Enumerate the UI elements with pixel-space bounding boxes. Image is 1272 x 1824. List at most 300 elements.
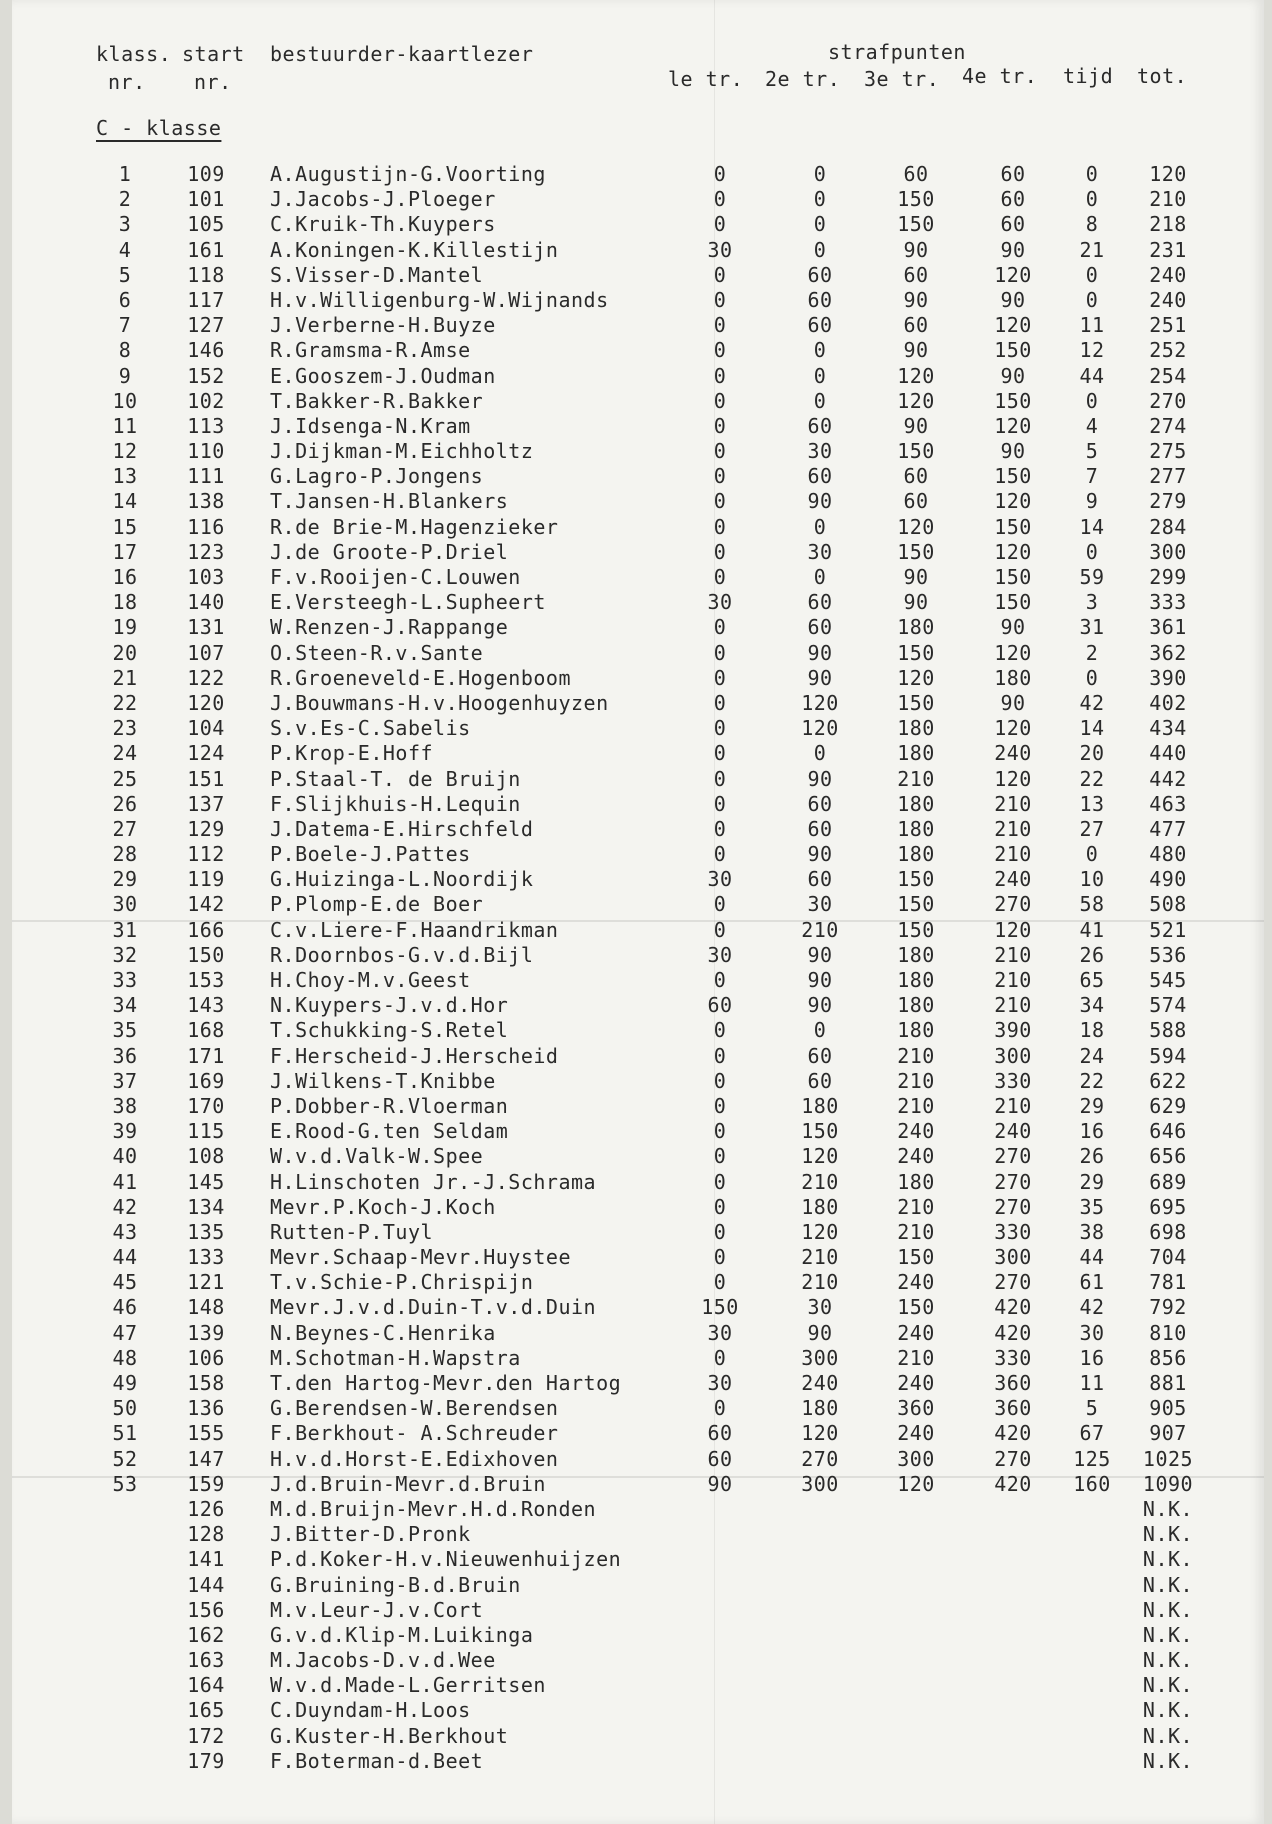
- crew-name-cell: P.Boele-J.Pattes: [270, 842, 471, 867]
- stage-3-penalty-cell: 120: [897, 1471, 935, 1496]
- stage-4-penalty-cell: 120: [994, 716, 1032, 741]
- crew-name-cell: F.Slijkhuis-H.Lequin: [270, 791, 521, 816]
- total-penalty-cell: 689: [1149, 1169, 1187, 1194]
- stage-2-penalty-cell: 60: [807, 413, 833, 438]
- stage-3-penalty-cell: 60: [903, 313, 929, 338]
- table-row: [12, 1724, 1264, 1749]
- stage-2-penalty-cell: 90: [807, 993, 833, 1018]
- crew-name-cell: S.v.Es-C.Sabelis: [270, 716, 471, 741]
- stage-3-penalty-cell: 150: [897, 640, 935, 665]
- stage-2-penalty-cell: 60: [807, 262, 833, 287]
- stage-3-penalty-cell: 90: [903, 237, 929, 262]
- start-number-cell: 145: [187, 1169, 225, 1194]
- table-row: [12, 1547, 1264, 1572]
- total-penalty-cell: N.K.: [1142, 1698, 1194, 1723]
- stage-4-penalty-cell: 180: [994, 665, 1032, 690]
- table-row: [12, 187, 1264, 212]
- stage-4-penalty-cell: 210: [994, 1093, 1032, 1118]
- stage-1-penalty-cell: 0: [713, 313, 727, 338]
- stage-1-penalty-cell: 150: [701, 1295, 739, 1320]
- stage-1-penalty-cell: 0: [713, 489, 727, 514]
- stage-3-penalty-cell: 60: [903, 464, 929, 489]
- start-number-cell: 116: [187, 514, 225, 539]
- stage-2-penalty-cell: 0: [813, 237, 827, 262]
- start-number-cell: 103: [187, 565, 225, 589]
- stage-2-penalty-cell: 0: [813, 1018, 827, 1043]
- crew-name-cell: Mevr.J.v.d.Duin-T.v.d.Duin: [270, 1295, 597, 1320]
- time-penalty-cell: 13: [1079, 791, 1105, 816]
- stage-4-penalty-cell: 270: [994, 1194, 1032, 1219]
- results-table: [12, 162, 1264, 1774]
- stage-4-penalty-cell: 420: [994, 1320, 1032, 1345]
- stage-3-penalty-cell: 210: [897, 766, 935, 791]
- stage-1-penalty-cell: 0: [713, 1194, 727, 1219]
- stage-4-penalty-cell: 360: [994, 1396, 1032, 1421]
- start-number-cell: 110: [187, 439, 225, 464]
- stage-3-penalty-cell: 180: [897, 942, 935, 967]
- total-penalty-cell: 252: [1149, 338, 1187, 363]
- time-penalty-cell: 4: [1085, 413, 1099, 438]
- start-number-cell: 109: [187, 162, 225, 186]
- crew-name-cell: A.Koningen-K.Killestijn: [270, 237, 559, 262]
- stage-2-penalty-cell: 0: [813, 212, 827, 237]
- start-number-cell: 106: [187, 1345, 225, 1370]
- table-row: [12, 943, 1264, 968]
- crew-name-cell: C.Kruik-Th.Kuypers: [270, 212, 496, 237]
- total-penalty-cell: 402: [1149, 690, 1187, 715]
- stage-4-penalty-cell: 90: [1000, 690, 1026, 715]
- crew-name-cell: R.Doornbos-G.v.d.Bijl: [270, 942, 534, 967]
- header-start-nr: nr.: [194, 70, 232, 94]
- start-number-cell: 118: [187, 262, 225, 287]
- crew-name-cell: F.v.Rooijen-C.Louwen: [270, 565, 521, 589]
- total-penalty-cell: 279: [1149, 489, 1187, 514]
- rank-cell: 1: [118, 162, 132, 186]
- total-penalty-cell: 695: [1149, 1194, 1187, 1219]
- total-penalty-cell: 362: [1149, 640, 1187, 665]
- rank-cell: 22: [112, 690, 138, 715]
- time-penalty-cell: 0: [1085, 262, 1099, 287]
- crew-name-cell: F.Boterman-d.Beet: [270, 1748, 484, 1773]
- stage-1-penalty-cell: 0: [713, 1018, 727, 1043]
- time-penalty-cell: 8: [1085, 212, 1099, 237]
- table-row: [12, 1698, 1264, 1723]
- stage-3-penalty-cell: 210: [897, 1345, 935, 1370]
- stage-4-penalty-cell: 420: [994, 1421, 1032, 1446]
- total-penalty-cell: 1090: [1142, 1471, 1194, 1496]
- start-number-cell: 161: [187, 237, 225, 262]
- start-number-cell: 131: [187, 615, 225, 640]
- total-penalty-cell: N.K.: [1142, 1547, 1194, 1572]
- header-klass-nr: nr.: [108, 70, 146, 94]
- start-number-cell: 135: [187, 1219, 225, 1244]
- table-row: [12, 1220, 1264, 1245]
- total-penalty-cell: 545: [1149, 968, 1187, 992]
- stage-3-penalty-cell: 150: [897, 1245, 935, 1270]
- start-number-cell: 138: [187, 489, 225, 514]
- crew-name-cell: R.de Brie-M.Hagenzieker: [270, 514, 559, 539]
- stage-4-penalty-cell: 210: [994, 942, 1032, 967]
- crew-name-cell: P.Plomp-E.de Boer: [270, 892, 484, 917]
- rank-cell: 28: [112, 842, 138, 867]
- time-penalty-cell: 42: [1079, 690, 1105, 715]
- start-number-cell: 120: [187, 690, 225, 715]
- table-row: [12, 414, 1264, 439]
- total-penalty-cell: 881: [1149, 1371, 1187, 1395]
- table-row: [12, 741, 1264, 766]
- rank-cell: 9: [118, 363, 132, 388]
- stage-3-penalty-cell: 240: [897, 1270, 935, 1295]
- start-number-cell: 108: [187, 1144, 225, 1169]
- stage-2-penalty-cell: 60: [807, 464, 833, 489]
- header-driver-navigator: bestuurder-kaartlezer: [270, 42, 534, 66]
- stage-1-penalty-cell: 0: [713, 1396, 727, 1421]
- stage-2-penalty-cell: 210: [801, 1270, 839, 1295]
- stage-2-penalty-cell: 210: [801, 1245, 839, 1270]
- total-penalty-cell: 704: [1149, 1245, 1187, 1270]
- stage-3-penalty-cell: 180: [897, 615, 935, 640]
- crew-name-cell: H.Choy-M.v.Geest: [270, 968, 471, 992]
- total-penalty-cell: N.K.: [1142, 1572, 1194, 1597]
- total-penalty-cell: 810: [1149, 1320, 1187, 1345]
- stage-4-penalty-cell: 150: [994, 388, 1032, 413]
- start-number-cell: 136: [187, 1396, 225, 1421]
- stage-2-penalty-cell: 60: [807, 1043, 833, 1068]
- start-number-cell: 101: [187, 187, 225, 212]
- stage-4-penalty-cell: 150: [994, 590, 1032, 615]
- stage-4-penalty-cell: 420: [994, 1471, 1032, 1496]
- stage-2-penalty-cell: 180: [801, 1093, 839, 1118]
- stage-3-penalty-cell: 150: [897, 439, 935, 464]
- stage-1-penalty-cell: 0: [713, 162, 727, 186]
- time-penalty-cell: 59: [1079, 565, 1105, 589]
- stage-2-penalty-cell: 90: [807, 766, 833, 791]
- start-number-cell: 163: [187, 1648, 225, 1673]
- total-penalty-cell: 629: [1149, 1093, 1187, 1118]
- time-penalty-cell: 0: [1085, 187, 1099, 212]
- stage-1-penalty-cell: 60: [707, 993, 733, 1018]
- crew-name-cell: O.Steen-R.v.Sante: [270, 640, 484, 665]
- table-row: [12, 767, 1264, 792]
- stage-1-penalty-cell: 0: [713, 1245, 727, 1270]
- stage-2-penalty-cell: 120: [801, 1219, 839, 1244]
- rank-cell: 40: [112, 1144, 138, 1169]
- rank-cell: 45: [112, 1270, 138, 1295]
- crew-name-cell: H.v.d.Horst-E.Edixhoven: [270, 1446, 559, 1471]
- header-stage-3: 3e tr.: [864, 67, 940, 91]
- start-number-cell: 141: [187, 1547, 225, 1572]
- crew-name-cell: T.Schukking-S.Retel: [270, 1018, 509, 1043]
- stage-4-penalty-cell: 270: [994, 1144, 1032, 1169]
- stage-3-penalty-cell: 150: [897, 690, 935, 715]
- stage-3-penalty-cell: 150: [897, 1295, 935, 1320]
- stage-1-penalty-cell: 0: [713, 439, 727, 464]
- rank-cell: 33: [112, 968, 138, 992]
- table-row: [12, 263, 1264, 288]
- time-penalty-cell: 160: [1073, 1471, 1111, 1496]
- time-penalty-cell: 11: [1079, 1371, 1105, 1395]
- rank-cell: 13: [112, 464, 138, 489]
- stage-3-penalty-cell: 180: [897, 993, 935, 1018]
- stage-3-penalty-cell: 210: [897, 1219, 935, 1244]
- crew-name-cell: R.Gramsma-R.Amse: [270, 338, 471, 363]
- table-row: [12, 1119, 1264, 1144]
- time-penalty-cell: 9: [1085, 489, 1099, 514]
- total-penalty-cell: 240: [1149, 287, 1187, 312]
- stage-1-penalty-cell: 0: [713, 413, 727, 438]
- rank-cell: 5: [118, 262, 132, 287]
- rank-cell: 53: [112, 1471, 138, 1496]
- start-number-cell: 152: [187, 363, 225, 388]
- time-penalty-cell: 5: [1085, 439, 1099, 464]
- stage-4-penalty-cell: 270: [994, 892, 1032, 917]
- stage-4-penalty-cell: 210: [994, 968, 1032, 992]
- start-number-cell: 142: [187, 892, 225, 917]
- time-penalty-cell: 42: [1079, 1295, 1105, 1320]
- stage-3-penalty-cell: 300: [897, 1446, 935, 1471]
- rank-cell: 29: [112, 867, 138, 892]
- stage-4-penalty-cell: 90: [1000, 615, 1026, 640]
- start-number-cell: 137: [187, 791, 225, 816]
- stage-1-penalty-cell: 0: [713, 791, 727, 816]
- time-penalty-cell: 18: [1079, 1018, 1105, 1043]
- time-penalty-cell: 22: [1079, 1068, 1105, 1093]
- stage-4-penalty-cell: 60: [1000, 212, 1026, 237]
- time-penalty-cell: 0: [1085, 665, 1099, 690]
- stage-1-penalty-cell: 0: [713, 187, 727, 212]
- start-number-cell: 171: [187, 1043, 225, 1068]
- stage-4-penalty-cell: 90: [1000, 287, 1026, 312]
- time-penalty-cell: 20: [1079, 741, 1105, 766]
- stage-3-penalty-cell: 210: [897, 1194, 935, 1219]
- stage-3-penalty-cell: 90: [903, 590, 929, 615]
- stage-1-penalty-cell: 0: [713, 1169, 727, 1194]
- stage-3-penalty-cell: 180: [897, 741, 935, 766]
- crew-name-cell: W.Renzen-J.Rappange: [270, 615, 509, 640]
- crew-name-cell: G.Bruining-B.d.Bruin: [270, 1572, 521, 1597]
- time-penalty-cell: 58: [1079, 892, 1105, 917]
- total-penalty-cell: 251: [1149, 313, 1187, 338]
- stage-1-penalty-cell: 0: [713, 716, 727, 741]
- total-penalty-cell: 361: [1149, 615, 1187, 640]
- crew-name-cell: J.Jacobs-J.Ploeger: [270, 187, 496, 212]
- stage-4-penalty-cell: 330: [994, 1068, 1032, 1093]
- total-penalty-cell: 390: [1149, 665, 1187, 690]
- crew-name-cell: M.v.Leur-J.v.Cort: [270, 1597, 484, 1622]
- crew-name-cell: T.v.Schie-P.Chrispijn: [270, 1270, 534, 1295]
- stage-4-penalty-cell: 270: [994, 1169, 1032, 1194]
- stage-2-penalty-cell: 0: [813, 363, 827, 388]
- table-row: [12, 565, 1264, 590]
- time-penalty-cell: 67: [1079, 1421, 1105, 1446]
- stage-4-penalty-cell: 210: [994, 791, 1032, 816]
- time-penalty-cell: 11: [1079, 313, 1105, 338]
- start-number-cell: 153: [187, 968, 225, 992]
- stage-2-penalty-cell: 90: [807, 640, 833, 665]
- stage-1-penalty-cell: 0: [713, 842, 727, 867]
- time-penalty-cell: 0: [1085, 539, 1099, 564]
- table-row: [12, 1321, 1264, 1346]
- total-penalty-cell: 856: [1149, 1345, 1187, 1370]
- start-number-cell: 123: [187, 539, 225, 564]
- start-number-cell: 121: [187, 1270, 225, 1295]
- table-row: [12, 1396, 1264, 1421]
- stage-2-penalty-cell: 60: [807, 313, 833, 338]
- stage-1-penalty-cell: 30: [707, 1371, 733, 1395]
- start-number-cell: 155: [187, 1421, 225, 1446]
- stage-3-penalty-cell: 240: [897, 1144, 935, 1169]
- stage-1-penalty-cell: 0: [713, 917, 727, 942]
- stage-1-penalty-cell: 0: [713, 1119, 727, 1144]
- stage-2-penalty-cell: 90: [807, 665, 833, 690]
- start-number-cell: 170: [187, 1093, 225, 1118]
- table-row: [12, 1270, 1264, 1295]
- stage-1-penalty-cell: 0: [713, 1219, 727, 1244]
- crew-name-cell: T.Jansen-H.Blankers: [270, 489, 509, 514]
- rank-cell: 51: [112, 1421, 138, 1446]
- start-number-cell: 113: [187, 413, 225, 438]
- rank-cell: 52: [112, 1446, 138, 1471]
- stage-1-penalty-cell: 30: [707, 867, 733, 892]
- stage-4-penalty-cell: 330: [994, 1219, 1032, 1244]
- total-penalty-cell: 574: [1149, 993, 1187, 1018]
- time-penalty-cell: 12: [1079, 338, 1105, 363]
- stage-2-penalty-cell: 180: [801, 1396, 839, 1421]
- rank-cell: 47: [112, 1320, 138, 1345]
- start-number-cell: 146: [187, 338, 225, 363]
- stage-3-penalty-cell: 120: [897, 388, 935, 413]
- stage-4-penalty-cell: 120: [994, 766, 1032, 791]
- rank-cell: 37: [112, 1068, 138, 1093]
- stage-3-penalty-cell: 150: [897, 212, 935, 237]
- rank-cell: 4: [118, 237, 132, 262]
- total-penalty-cell: 210: [1149, 187, 1187, 212]
- time-penalty-cell: 14: [1079, 716, 1105, 741]
- stage-3-penalty-cell: 360: [897, 1396, 935, 1421]
- total-penalty-cell: 1025: [1142, 1446, 1194, 1471]
- start-number-cell: 159: [187, 1471, 225, 1496]
- start-number-cell: 117: [187, 287, 225, 312]
- total-penalty-cell: 440: [1149, 741, 1187, 766]
- rank-cell: 6: [118, 287, 132, 312]
- table-row: [12, 464, 1264, 489]
- start-number-cell: 166: [187, 917, 225, 942]
- stage-2-penalty-cell: 90: [807, 842, 833, 867]
- start-number-cell: 143: [187, 993, 225, 1018]
- stage-2-penalty-cell: 0: [813, 388, 827, 413]
- stage-2-penalty-cell: 210: [801, 917, 839, 942]
- stage-3-penalty-cell: 120: [897, 514, 935, 539]
- rank-cell: 15: [112, 514, 138, 539]
- rank-cell: 10: [112, 388, 138, 413]
- crew-name-cell: F.Berkhout- A.Schreuder: [270, 1421, 559, 1446]
- table-row: [12, 1144, 1264, 1169]
- crew-name-cell: M.d.Bruijn-Mevr.H.d.Ronden: [270, 1496, 597, 1521]
- table-row: [12, 1069, 1264, 1094]
- start-number-cell: 126: [187, 1496, 225, 1521]
- stage-2-penalty-cell: 120: [801, 690, 839, 715]
- total-penalty-cell: N.K.: [1142, 1597, 1194, 1622]
- start-number-cell: 144: [187, 1572, 225, 1597]
- crew-name-cell: J.de Groote-P.Driel: [270, 539, 509, 564]
- table-row: [12, 1623, 1264, 1648]
- rank-cell: 19: [112, 615, 138, 640]
- rank-cell: 21: [112, 665, 138, 690]
- rank-cell: 27: [112, 816, 138, 841]
- time-penalty-cell: 29: [1079, 1093, 1105, 1118]
- crew-name-cell: P.Dobber-R.Vloerman: [270, 1093, 509, 1118]
- time-penalty-cell: 7: [1085, 464, 1099, 489]
- crew-name-cell: Rutten-P.Tuyl: [270, 1219, 434, 1244]
- start-number-cell: 102: [187, 388, 225, 413]
- stage-3-penalty-cell: 180: [897, 968, 935, 992]
- rank-cell: 32: [112, 942, 138, 967]
- crew-name-cell: N.Beynes-C.Henrika: [270, 1320, 496, 1345]
- rank-cell: 35: [112, 1018, 138, 1043]
- stage-4-penalty-cell: 240: [994, 867, 1032, 892]
- stage-3-penalty-cell: 150: [897, 917, 935, 942]
- start-number-cell: 140: [187, 590, 225, 615]
- time-penalty-cell: 14: [1079, 514, 1105, 539]
- stage-3-penalty-cell: 120: [897, 665, 935, 690]
- stage-2-penalty-cell: 300: [801, 1345, 839, 1370]
- total-penalty-cell: 646: [1149, 1119, 1187, 1144]
- rank-cell: 12: [112, 439, 138, 464]
- table-row: [12, 1371, 1264, 1396]
- total-penalty-cell: 120: [1149, 162, 1187, 186]
- total-penalty-cell: 536: [1149, 942, 1187, 967]
- start-number-cell: 112: [187, 842, 225, 867]
- stage-2-penalty-cell: 60: [807, 791, 833, 816]
- stage-3-penalty-cell: 210: [897, 1043, 935, 1068]
- stage-1-penalty-cell: 0: [713, 212, 727, 237]
- stage-1-penalty-cell: 0: [713, 363, 727, 388]
- stage-2-penalty-cell: 0: [813, 565, 827, 589]
- rank-cell: 44: [112, 1245, 138, 1270]
- time-penalty-cell: 38: [1079, 1219, 1105, 1244]
- table-row: [12, 590, 1264, 615]
- start-number-cell: 147: [187, 1446, 225, 1471]
- crew-name-cell: G.Berendsen-W.Berendsen: [270, 1396, 559, 1421]
- crew-name-cell: J.Bouwmans-H.v.Hoogenhuyzen: [270, 690, 609, 715]
- table-row: [12, 288, 1264, 313]
- stage-4-penalty-cell: 390: [994, 1018, 1032, 1043]
- stage-3-penalty-cell: 180: [897, 1169, 935, 1194]
- stage-3-penalty-cell: 150: [897, 539, 935, 564]
- crew-name-cell: E.Versteegh-L.Supheert: [270, 590, 546, 615]
- stage-2-penalty-cell: 90: [807, 1320, 833, 1345]
- crew-name-cell: J.Datema-E.Hirschfeld: [270, 816, 534, 841]
- stage-4-penalty-cell: 270: [994, 1270, 1032, 1295]
- crew-name-cell: E.Gooszem-J.Oudman: [270, 363, 496, 388]
- time-penalty-cell: 41: [1079, 917, 1105, 942]
- time-penalty-cell: 16: [1079, 1345, 1105, 1370]
- crew-name-cell: J.Dijkman-M.Eichholtz: [270, 439, 534, 464]
- time-penalty-cell: 125: [1073, 1446, 1111, 1471]
- start-number-cell: 128: [187, 1522, 225, 1547]
- time-penalty-cell: 21: [1079, 237, 1105, 262]
- rank-cell: 14: [112, 489, 138, 514]
- table-row: [12, 1044, 1264, 1069]
- table-row: [12, 1346, 1264, 1371]
- rank-cell: 48: [112, 1345, 138, 1370]
- stage-2-penalty-cell: 240: [801, 1371, 839, 1395]
- crew-name-cell: G.Kuster-H.Berkhout: [270, 1723, 509, 1748]
- stage-2-penalty-cell: 270: [801, 1446, 839, 1471]
- rank-cell: 39: [112, 1119, 138, 1144]
- table-row: [12, 389, 1264, 414]
- total-penalty-cell: 781: [1149, 1270, 1187, 1295]
